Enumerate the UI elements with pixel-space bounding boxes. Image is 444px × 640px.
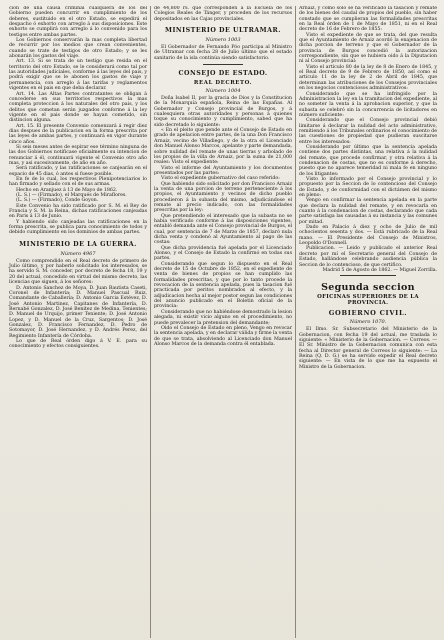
paragraph: (L. S.) — (Firmado), Conde Goyon. <box>16 198 99 204</box>
notice-number: Número 1070. <box>349 319 387 326</box>
paragraph: Art. 13. Si se trata de un testigo que resida en el territorio del otro Estado, se le considerará como tal por las autoridades judiciales, conforme á las leyes del pais, y podrá exigir que se le abonen los gastos de viaje y permanencia, con arreglo á las tarifas y reglamentos vigentes en el pais en que deba declarar. <box>9 59 147 92</box>
paragraph: Que dicha providencia fué apelada por el Licenciado Alonso, y el Consejo de Estado la confirmó en todas sus partes. <box>154 245 292 262</box>
paragraph: Visto lo informado por el Consejo provincial y lo propuesto por la Seccion de lo contencioso del Consejo de Estado, y de conformidad con el dictámen del mismo en pleno: <box>299 177 437 199</box>
paragraph: Arnaiz, y como solo se ha verificado la tasacion y remate de los bienes del caudal de propios del pueblo, sin haber constado que se cumplieran las formalidades prescritas en la Real órden de 1 de Mayo de 1851, ni en el Real decreto de 16 de Febrero de 1855: <box>299 6 437 33</box>
paragraph: Oido el Consejo de Estado en pleno, Vengo en revocar la sentencia apelada, y en declarar válida y firme la venta de que se trata, absolviendo al Licenciado don Manuel Alonso Marcos de la demanda contra él entablada. <box>154 325 292 347</box>
paragraph: En fe de lo cual, los respectivos Plenipotenciarios lo han firmado y sellado con el de sus armas. <box>9 177 147 188</box>
paragraph: D. Antonio Sanchez de Moya, D. Juan Bautista Caseti, Coronel de Infantería; D. Manuel Pascual Ruiz, Comandante de Caballería; D. Antonio Garcia Estévez, D. José Antonio Martinez, Capitanes de Infantería, D. Bernabé Gonzalez, D. José Benitez de Medina, Tenientes; D. Manuel de Urquijo, primer Teniente; D. José Antonio Lopez, y D. Manuel de la Cruz, Sargentos; D. José Gonzalez, D. Francisco Fernandez, D. Pedro de Sotomayor, D. José Hernandez, y D. Andrés Perez, del Regimiento Infantería de Córdoba. <box>9 285 147 339</box>
paragraph: Este Convenio ha sido ratificado por S. M. el Rey de Francia y S. M. la Reina, dichas ratificaciones canjeadas en Paris á 13 de Junio. <box>9 203 147 220</box>
paragraph: Si seis meses antes de espirar ese término ninguna de las dos Gobiernos notificase oficialmente su intencion de renunciar á él, continuará vigente el Convenio otro año mas, y asi sucesivamente, de año en año. <box>9 144 147 166</box>
paragraph: Doña Isabel II, por la gracia de Dios y la Constitucion de la Monarquía española, Reina de las Españas. Al Gobernador y Consejo provincial de Burgos, y á cualesquiera otras autoridades y personas á quienes toque su conocimiento y cumplimiento, sabed que ha sido decretado lo siguiente: <box>154 96 292 128</box>
section-heading: MINISTERIO DE ULTRAMAR. <box>165 27 281 35</box>
column-right-body <box>299 6 437 273</box>
paragraph: de 44,800 rs. que corresponden á la Escuela de los Colegios Reales de Tánger, y proceden de los recursos depositados en las Cajas provinciales. <box>154 6 292 22</box>
notice-body: El Ilmo. Sr. Subsecretario del Ministerio de la Gobernacion, con fecha 19 del actual, me traslada lo siguiente: « Ministerio de la Gobernacion. — Correos. — El Sr. Ministro de la Gobernacion comunica con esta fecha al Director general de Correos lo siguiente: — La Reina (Q. D. G.) se ha servido expedir el Real decreto siguiente: — En vista de lo que me ha expuesto el Ministro de la Gobernacion. <box>299 327 437 370</box>
paragraph: Lo que de Real órden digo á V. E. para su conocimiento y efectos consiguientes. <box>9 338 147 350</box>
paragraph: Considerando que se ha infringido por la Administracion la ley en la tramitacion del expediente, al no someter la venta á la aprobacion superior, y que la subasta se celebró sin la concurrencia de licitadores en número suficiente: <box>299 91 437 118</box>
subheading: REAL DECRETO. <box>193 80 253 87</box>
item-number: Número 4967 <box>60 250 96 257</box>
paragraph: Art. 14. Las Altas Partes contratantes se obligan á concederse en sus territorios respectivos la mas completa proteccion á los naturales del otro pais, y los delitos que cometan serán juzgados conforme á la ley vigente en el pais donde se hayan cometido, sin distincion alguna. <box>9 91 147 124</box>
paragraph: Que habiendo sido solicitado por don Francisco Arnaiz la venta de una porcion de terreno perteneciente á los propios, el Ayuntamiento y vecinos de dicho pueblo procedieron á la subasta del mismo, adjudicándose el remate al precio indicado, con las formalidades prescritas por la ley: <box>154 181 292 214</box>
paragraph: Considerando por último que la sentencia apelada contiene dos partes distintas, una relativa á la nulidad del remate, que procede confirmar, y otra relativa á la condenacion de costas, que no es conforme á derecho, puesto que no aparece temeridad ni mala fe en ninguno de los litigantes: <box>299 144 437 177</box>
item-number: Número 1003 <box>205 37 241 44</box>
paragraph: Visto el artículo 80 de la ley de 8 de Enero de 1845, y el Real decreto de 9 de Febrero de 1850, así como el artículo 11 de la ley de 2 de Abril de 1845, que determinan las atribuciones de los Consejos provinciales en los negocios contenciosos administrativos: <box>299 64 437 92</box>
paragraph: Los Gobiernos conservarán la mas completa libertad de recurrir por los medios que crean convenientes, cuando se trate de testigos de otro Estado; y se les abonarán los gastos del viaje. <box>9 38 147 60</box>
column-right <box>296 6 440 636</box>
paragraph: Hecho en Aranjuez á 13 de Mayo de 1862. <box>16 187 118 193</box>
paragraph: Visto el informe del Ayuntamiento y los documentos presentados por las partes: <box>154 165 292 176</box>
paragraph: Considerando que segun lo dispuesto en el Real decreto de 15 de Octubre de 1852, en el expediente de venta de bienes de propios se han cumplido las formalidades prescritas, y que por lo tanto procede la revocacion de la sentencia apelada, pues la tasacion fué practicada por peritos nombrados al efecto, y la adjudicacion hecha al mejor postor segun las condiciones del anuncio publicado en el Boletin oficial de la provincia: <box>154 261 292 310</box>
column-middle <box>151 6 295 636</box>
section-subtitle: OFICINAS SUPERIORES DE LA PROVINCIA. <box>317 294 419 307</box>
section-title: Segunda seccion <box>321 282 415 294</box>
paragraph: Visto el expediente gubernativo del caso referido: <box>161 176 280 182</box>
paragraph: Que pretendiendo el interesado que la subasta no se habia verificado conforme á las disposiciones vigentes, entabló demanda ante el Consejo provincial de Burgos, el cual, por sentencia de 7 de Marzo de 1857, declaró nula dicha venta y condenó al Ayuntamiento al pago de las costas: <box>154 213 292 246</box>
section-rule <box>340 275 396 276</box>
paragraph: Vengo en confirmar la sentencia apelada en la parte que declara la nulidad del remate, y en revocarla en cuanto á la condenacion de costas, declarando que cada parte satisfaga las causadas á su instancia y las comunes por mitad. <box>299 198 437 225</box>
paragraph: Y habiendo sido canjeadas las ratificaciones en la forma prescrita, se publica para conocimiento de todos y debido cumplimiento en los dominios de ambas partes. <box>9 219 147 236</box>
paragraph: Como comprendido en el Real decreto de primero de Julio último, y por haberlo solicitado los interesados, se ha servido S. M. conceder, por decreto de fecha 18, 19 y 20 del actual, concedido en virtud del mismo decreto, las licencias que siguen, á los señores: <box>9 258 147 286</box>
section-rule <box>203 64 243 65</box>
paragraph: cion de una causa criminal cualquiera de los del Gobierno pueden concurrir en cumplimiento de los deberes, sustituido en el otro Estado, se espedirá el despacho ó exhorto con arreglo á sus disposiciones. Este exhorto se cumplirá con arreglo á lo convenido para los testigos entre ambas partes. <box>9 6 147 38</box>
paragraph: Publicacion. — Leido y publicado el anterior Real decreto por mí el Secretario general del Consejo de Estado, hallándose celebrando audiencia pública la Seccion de lo contencioso, de que certifico. <box>299 246 437 268</box>
paragraph: Dado en Palacio á diez y ocho de Julio de mil ochocientos sesenta y dos. — Está rubricado de la Real mano. — El Presidente del Consejo de Ministros, Leopoldo O'Donnell. <box>299 225 437 247</box>
item-number: Número 1004 <box>205 88 241 95</box>
signature-line: Madrid 5 de Agosto de 1862. — Miguel Zorrilla. <box>322 267 437 273</box>
paragraph: Art. 15. El presente Convenio comenzará á regir diez dias despues de la publicacion en la forma prescrita por las leyes de ambas partes, y continuará en vigor durante cinco años. <box>9 123 147 145</box>
section-heading: MINISTERIO DE LA GUERRA. <box>19 240 137 248</box>
gobierno-civil-heading: GOBIERNO CIVIL. <box>328 309 408 318</box>
paragraph: Considerando que no habiéndose demostrado la lesion alegada, ni existir vicio alguno en el procedimiento, no puede prevalecer la pretension del demandante; <box>154 309 292 326</box>
paragraph: Considerando que el Consejo provincial debió limitarse á declarar la nulidad del acto administrativo, remitiendo á los Tribunales ordinarios el conocimiento de las cuestiones de propiedad que pudieran suscitarse entre los interesados: <box>299 118 437 145</box>
paragraph: El Gobernador de Fernando Póo participa al Ministro de Ultramar con fecha 28 de Julio último que el estado sanitario de la isla continúa siendo satisfactorio. <box>154 45 292 61</box>
section-heading: CONSEJO DE ESTADO. <box>178 70 268 78</box>
paragraph: (L. S.) — (Firmado), el Marqués de Miraflores. <box>16 193 127 199</box>
paragraph: Será ratificado, y las ratificaciones se canjearán en el espacio de 45 dias, ó antes si fuese posible. <box>9 166 147 177</box>
column-left <box>6 6 150 636</box>
paragraph: Visto el expediente de que se trata, del que resulta que el Ayuntamiento de Arnaiz acordó la enajenacion de dicha porcion de terreno y que el Gobernador de la provincia de Burgos concedió la autorizacion correspondiente, sin que se hubiera oido á la Diputacion ni al Consejo provincial: <box>299 32 437 65</box>
paragraph: « En el pleito que pende ante el Consejo de Estado en grado de apelacion entre partes, de la una Don Francisco Arnaiz, vecino de Villadiego, y de la otra el Licenciado don Manuel Alonso Marcos, apelante y parte demandada, sobre nulidad del remate de unas tierras y arbolado de los propios de la villa de Arnaiz, por la suma de 21,000 reales: Visto el expediente: <box>154 128 292 166</box>
